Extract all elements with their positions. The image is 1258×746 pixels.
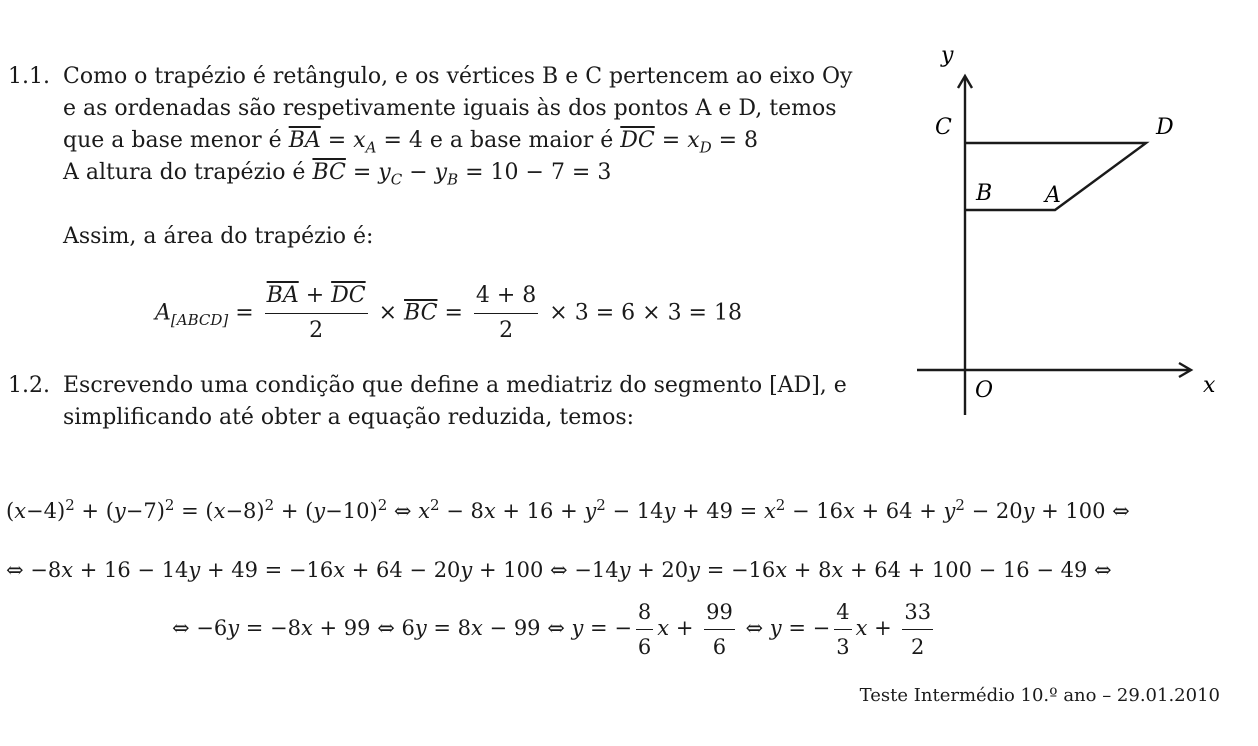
mediatriz-equation-line-3: ⇔ −6y = −8x + 99 ⇔ 6y = 8x − 99 ⇔ y = − $\frac{8}{6}$ x + $\frac{99}{6}$ ⇔ y = − $\frac{4}{3}$ x + $\frac{33}{2}$ xyxy=(172,600,932,659)
area-equation: $A_{[ABCD]}$ = $\frac{\overline{BA} + \overline{DC}}{2}$ × $\overline{BC}$ = $\frac{4 + 8}{2}$ × 3 = 6 × 3 = 18 xyxy=(155,283,742,343)
s12-line-1: Escrevendo uma condição que define a mediatriz do segmento [AD], e xyxy=(63,373,847,398)
s11-line-4-text: A altura do trapézio é xyxy=(63,160,313,185)
mediatriz-equation-line-2: ⇔ −8x + 16 − 14y + 49 = −16x + 64 − 20y + 100 ⇔ −14y + 20y = −16x + 8x + 64 + 100 − 16 − 49 ⇔ xyxy=(6,558,1112,582)
x-axis-label: x xyxy=(1203,373,1216,398)
item-number-1-1: 1.1. xyxy=(8,64,50,89)
s11-line-5: Assim, a área do trapézio é: xyxy=(63,224,374,249)
area-fraction-1: $\frac{\overline{BA} + \overline{DC}}{2}$ xyxy=(266,283,366,343)
s11-line-3-text-a: que a base menor é xyxy=(63,128,289,153)
point-c-label: C xyxy=(935,115,952,140)
s11-line-2: e as ordenadas são respetivamente iguais às dos pontos A e D, temos xyxy=(63,96,837,121)
origin-label: O xyxy=(975,378,994,403)
trapezoid-diagram xyxy=(905,40,1225,425)
area-fraction-2: $\frac{4 + 8}{2}$ xyxy=(475,283,537,343)
point-a-label: A xyxy=(1045,183,1061,208)
item-number-1-2: 1.2. xyxy=(8,373,50,398)
height-expression: $\overline{BC} = y_C - y_B = 10 - 7 = 3$ xyxy=(312,160,612,189)
s12-line-2: simplificando até obter a equação reduzida, temos: xyxy=(63,405,635,430)
ba-expression: $\overline{BA} = x_A = 4$ xyxy=(288,128,423,157)
s11-line-4 xyxy=(63,159,611,187)
point-b-label: B xyxy=(976,181,993,206)
footer-source: Teste Intermédio 10.º ano – 29.01.2010 xyxy=(859,685,1220,706)
point-d-label: D xyxy=(1156,115,1174,140)
dc-expression: $\overline{DC} = x_D = 8$ xyxy=(620,128,759,157)
mediatriz-equation-line-1: $(x-4)^2 + (y-7)^2 = (x-8)^2 + (y-10)^2$ ⇔ $x^2 - 8x + 16 + y^2 - 14y + 49 = x^2 - 16x + 64 + y^2 - 20y + 100$ ⇔ xyxy=(6,496,1130,523)
s11-line-3 xyxy=(63,127,758,155)
s11-line-1: Como o trapézio é retângulo, e os vértices B e C pertencem ao eixo Oy xyxy=(63,64,853,89)
s11-line-3-text-b: e a base maior é xyxy=(422,128,621,153)
y-axis-label: y xyxy=(941,43,954,68)
